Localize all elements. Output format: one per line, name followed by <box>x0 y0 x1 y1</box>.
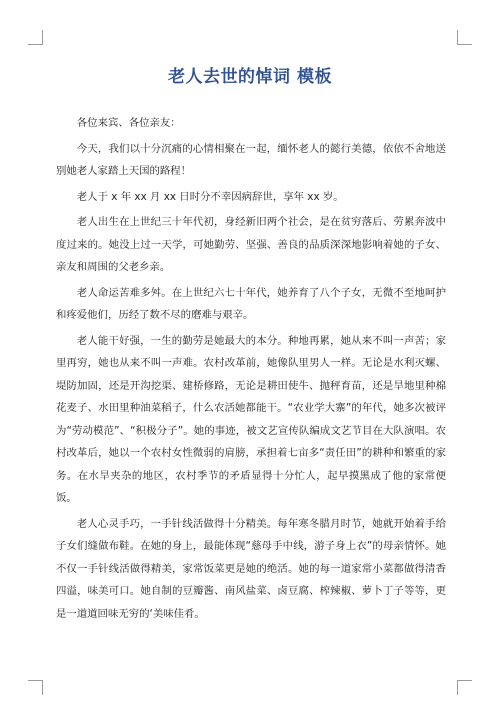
page-corner-mark-top-left <box>28 30 43 45</box>
paragraph-salutation: 各位来宾、各位亲友： <box>76 117 181 129</box>
paragraph-diligence: 老人能干好强，一生的勤劳是她最大的本分。种地再累，她从来不叫一声苦；家里再穷，她也从来不叫一声难。农村改革前，她像队里男人一样。无论是水利灭螺、堤防加固，还是开沟挖渠、建桥修路，无论是耕田使牛、抛秤育苗，还是旱地里种棉花麦子、水田里种油菜稻子，什么农活她都能干。“农业学大寨”的年代，她多次被评为“劳动模范”、“积极分子”。她的事迹，被文艺宣传队编成文艺节目在大队演唱。农村改革后，她以一个农村女性微弱的肩膀，承担着七亩多“责任田”的耕种和繁重的家务。在水旱夹杂的地区，农村季节的矛盾显得十分忙人，起早摸黑成了他的家常便饭。 <box>56 334 446 504</box>
paragraph-intro: 今天，我们以十分沉痛的心情相聚在一起，缅怀老人的懿行美德，依依不舍地送别她老人家踏上天国的路程！ <box>56 142 446 177</box>
document-body <box>56 112 446 628</box>
paragraph-death-date: 老人于 x 年 xx 月 xx 日时分不幸因病辞世，享年 xx 岁。 <box>76 190 344 203</box>
page-corner-mark-bottom-right <box>457 680 472 695</box>
page-corner-mark-top-right <box>457 30 472 45</box>
document-title: 老人去世的悼词 模板 <box>168 67 332 87</box>
paragraph-birth: 老人出生在上世纪三十年代初，身经新旧两个社会，是在贫穷落后、劳累奔波中度过来的。她没上过一天学，可她勤劳、坚强、善良的品质深深地影响着她的子女、亲友和周围的父老乡亲。 <box>56 216 446 273</box>
page-corner-mark-bottom-left <box>28 680 43 695</box>
paragraph-skills: 老人心灵手巧，一手针线活做得十分精美。每年寒冬腊月时节，她就开始着手给子女们缝做布鞋。在她的身上，最能体现“慈母手中线，游子身上衣”的母亲情怀。她不仅一手针线活做得精美，家常饭菜更是她的绝活。她的每一道家常小菜都做得清香四溢，味美可口。她自制的豆瓣酱、南风盐菜、卤豆腐、榨辣椒、萝卜丁子等等，更是一道道回味无穷的‘美味佳肴。 <box>56 517 446 620</box>
paragraph-hardship: 老人命运苦难多舛。在上世纪六七十年代，她养育了八个子女，无微不至地呵护和疼爱他们，历经了数不尽的磨难与艰辛。 <box>56 286 446 321</box>
